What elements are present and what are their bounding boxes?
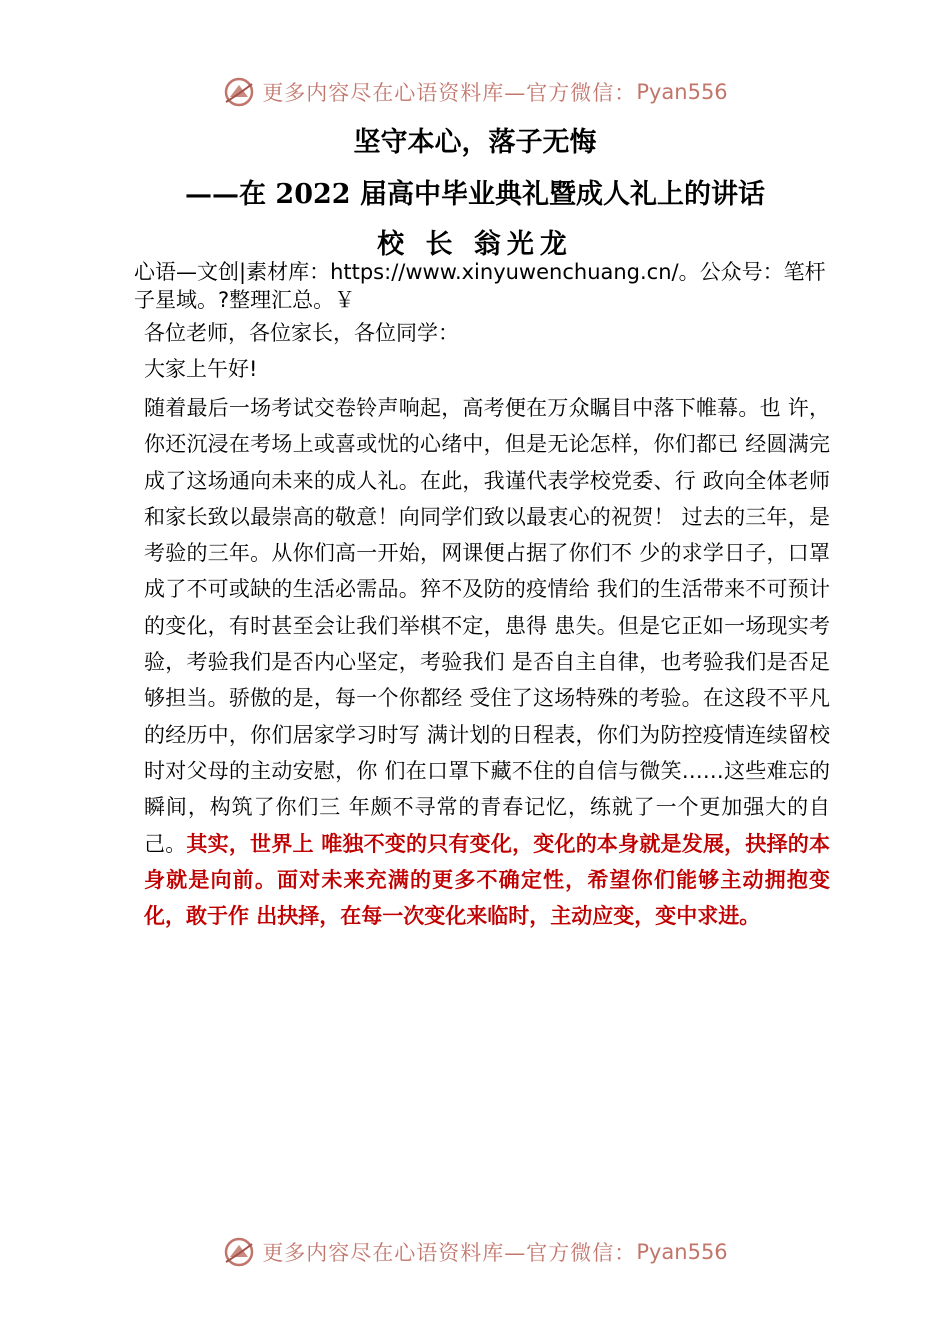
- highlighted-text: 其实，世界上 唯独不变的只有变化，变化的本身就是发展，抉择的本身就是向前。面对未来充满的更多不确定性，希望你们能够主动拥抱变化，敢于作 出抉择，在每一次变化来临时，主动应变，变中求进。: [144, 831, 830, 929]
- watermark-wechat-id: Pyan556: [636, 1240, 728, 1264]
- body-text: 随着最后一场考试交卷铃声响起，高考便在万众瞩目中落下帷幕。也 许，你还沉浸在考场上或喜或忧的心绪中，但是无论怎样，你们都已 经圆满完成了这场通向未来的成人礼。在此，我谨代表学校党委、行 政向全体老师和家长致以最崇高的敬意！向同学们致以最衷心的祝贺！ 过去的三年，是考验的三年。从你们高一开始，网课便占据了你们不 少的求学日子，口罩成了不可或缺的生活必需品。猝不及防的疫情给 我们的生活带来不可预计的变化，有时甚至会让我们举棋不定，患得 患失。但是它正如一场现实考验，考验我们是否内心坚定，考验我们 是否自主自律，也考验我们是否足够担当。骄傲的是，每一个你都经 受住了这场特殊的考验。在这段不平凡的经历中，你们居家学习时写 满计划的日程表，你们为防控疫情连续留校时对父母的主动安慰，你 们在口罩下藏不住的自信与微笑……这些难忘的瞬间，构筑了你们三 年颇不寻常的青春记忆，练就了一个更加强大的自己。: [144, 396, 830, 856]
- document-subtitle: ——在 2022 届高中毕业典礼暨成人礼上的讲话: [185, 179, 765, 210]
- book-logo-icon: [222, 1235, 256, 1269]
- watermark-footer: [0, 1232, 950, 1272]
- greeting: 大家上午好!: [144, 357, 258, 381]
- watermark-header: [0, 72, 950, 112]
- salutation: 各位老师，各位家长，各位同学：: [144, 321, 459, 345]
- source-note: 心语—文创|素材库：https://www.xinyuwenchuang.cn/。公众号：笔杆子星域。?整理汇总。￥: [134, 260, 826, 312]
- document-author: 校 长 翁光龙: [377, 229, 573, 260]
- document-title: 坚守本心，落子无悔: [353, 127, 597, 158]
- watermark-text: 更多内容尽在心语资料库—官方微信：: [262, 1241, 637, 1265]
- book-logo-icon: [222, 75, 256, 109]
- speech-body: [144, 390, 830, 934]
- watermark-text: 更多内容尽在心语资料库—官方微信：: [262, 81, 637, 105]
- watermark-wechat-id: Pyan556: [636, 80, 728, 104]
